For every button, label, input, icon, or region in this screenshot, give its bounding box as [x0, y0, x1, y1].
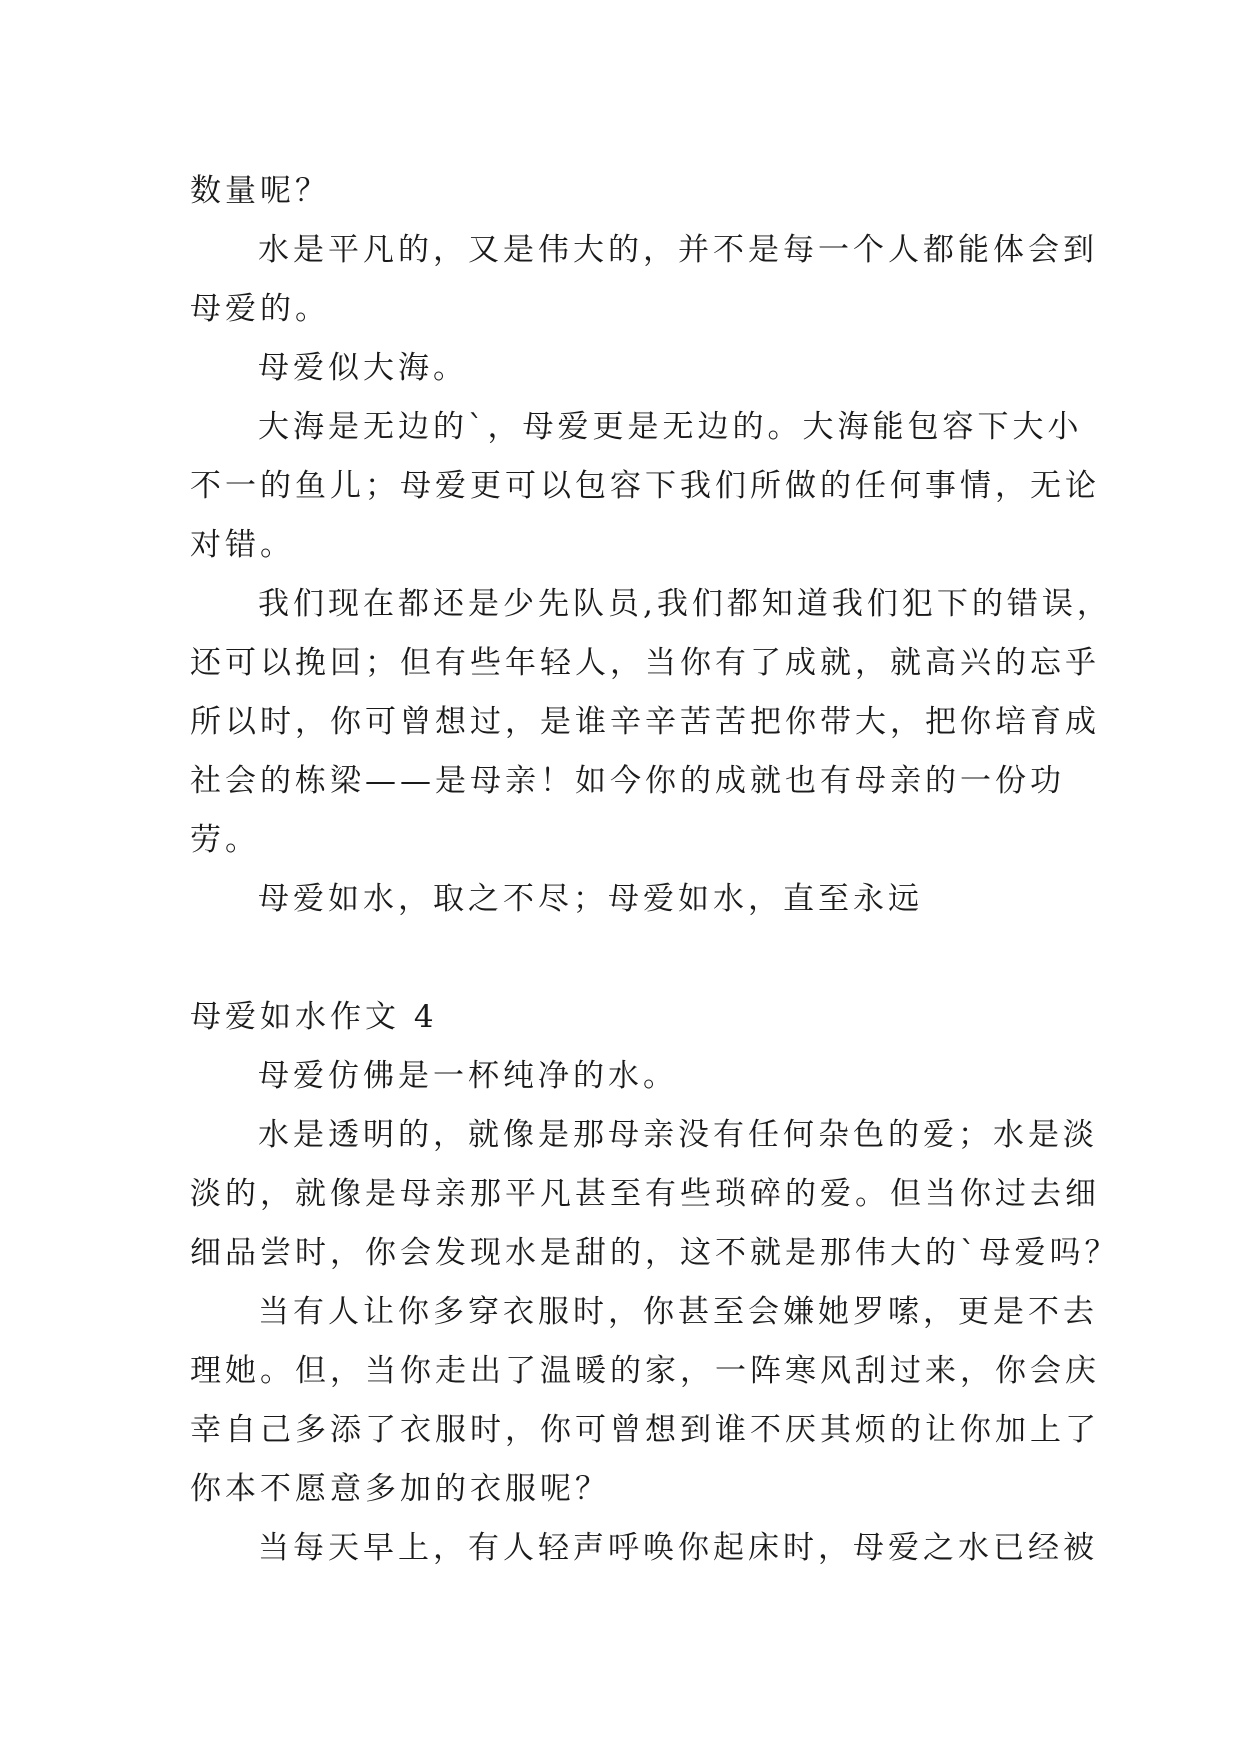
paragraph-line: 你本不愿意多加的衣服呢？ — [190, 1471, 610, 1507]
paragraph-line: 大海是无边的`，母爱更是无边的。大海能包容下大小 — [258, 409, 1083, 445]
paragraph-line: 水是透明的，就像是那母亲没有任何杂色的爱；水是淡 — [258, 1117, 1098, 1153]
paragraph-line: 母爱如水，取之不尽；母爱如水，直至永远 — [258, 881, 923, 917]
paragraph-line: 所以时，你可曾想过，是谁辛辛苦苦把你带大，把你培育成 — [190, 704, 1100, 740]
paragraph-line: 我们现在都还是少先队员,我们都知道我们犯下的错误， — [258, 586, 1112, 622]
section-heading: 母爱如水作文 4 — [190, 999, 438, 1035]
paragraph-line: 对错。 — [190, 527, 295, 563]
essay-body — [190, 162, 1120, 1578]
paragraph-line: 母爱似大海。 — [258, 350, 468, 386]
paragraph-line: 细品尝时，你会发现水是甜的，这不就是那伟大的`母爱吗？ — [190, 1235, 1120, 1271]
paragraph-line: 当每天早上，有人轻声呼唤你起床时，母爱之水已经被 — [258, 1530, 1098, 1566]
paragraph-line: 母爱的。 — [190, 291, 330, 327]
section-gap — [190, 929, 1070, 988]
paragraph-line: 不一的鱼儿；母爱更可以包容下我们所做的任何事情，无论 — [190, 468, 1100, 504]
paragraph-line: 劳。 — [190, 822, 260, 858]
paragraph-line: 水是平凡的，又是伟大的，并不是每一个人都能体会到 — [258, 232, 1098, 268]
paragraph-line: 理她。但，当你走出了温暖的家，一阵寒风刮过来，你会庆 — [190, 1353, 1100, 1389]
paragraph-line: 还可以挽回；但有些年轻人，当你有了成就，就高兴的忘乎 — [190, 645, 1100, 681]
paragraph-line: 数量呢？ — [190, 173, 330, 209]
paragraph-line: 幸自己多添了衣服时，你可曾想到谁不厌其烦的让你加上了 — [190, 1412, 1100, 1448]
paragraph-line: 母爱仿佛是一杯纯净的水。 — [258, 1058, 678, 1094]
paragraph-line: 当有人让你多穿衣服时，你甚至会嫌她罗嗦，更是不去 — [258, 1294, 1098, 1330]
paragraph-line: 淡的，就像是母亲那平凡甚至有些琐碎的爱。但当你过去细 — [190, 1176, 1100, 1212]
paragraph-line: 社会的栋梁——是母亲！如今你的成就也有母亲的一份功 — [190, 763, 1065, 799]
